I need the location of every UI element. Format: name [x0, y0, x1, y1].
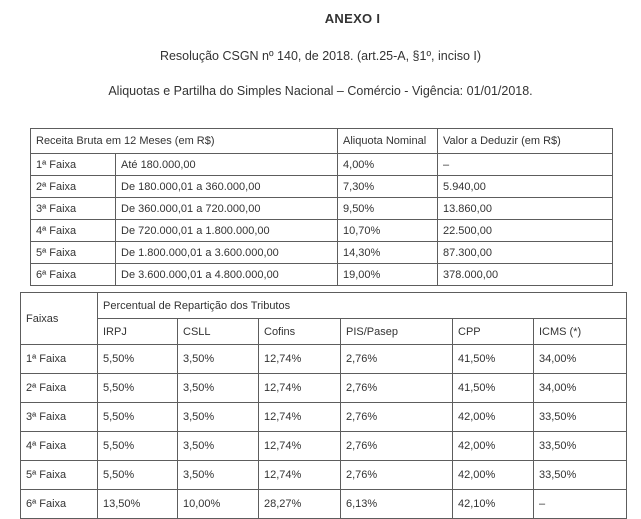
deduzir-value: 13.860,00 [438, 198, 613, 220]
col-header-cofins: Cofins [259, 319, 341, 345]
faixa-label: 6ª Faixa [21, 490, 98, 519]
cpp-value: 42,10% [453, 490, 534, 519]
icms-value: – [534, 490, 627, 519]
faixa-label: 4ª Faixa [21, 432, 98, 461]
irpj-value: 5,50% [98, 374, 178, 403]
cpp-value: 42,00% [453, 403, 534, 432]
faixa-label: 3ª Faixa [21, 403, 98, 432]
cofins-value: 12,74% [259, 374, 341, 403]
col-header-aliquota-nominal: Aliquota Nominal [338, 129, 438, 154]
table-row [31, 154, 613, 176]
cpp-value: 41,50% [453, 345, 534, 374]
receita-range: De 180.000,01 a 360.000,00 [116, 176, 338, 198]
tax-distribution-table [20, 292, 627, 519]
faixa-label: 2ª Faixa [21, 374, 98, 403]
icms-value: 34,00% [534, 374, 627, 403]
col-header-pis-pasep: PIS/Pasep [341, 319, 453, 345]
cpp-value: 42,00% [453, 461, 534, 490]
table-header-row [31, 129, 613, 154]
cpp-value: 41,50% [453, 374, 534, 403]
table-row [31, 176, 613, 198]
table-row [21, 403, 627, 432]
faixa-label: 1ª Faixa [21, 345, 98, 374]
table-row [31, 264, 613, 286]
aliquota-value: 19,00% [338, 264, 438, 286]
pis-pasep-value: 2,76% [341, 432, 453, 461]
deduzir-value: – [438, 154, 613, 176]
cofins-value: 28,27% [259, 490, 341, 519]
csll-value: 3,50% [178, 432, 259, 461]
col-header-icms: ICMS (*) [534, 319, 627, 345]
table-row [21, 461, 627, 490]
table-row [31, 220, 613, 242]
col-header-irpj: IRPJ [98, 319, 178, 345]
icms-value: 33,50% [534, 403, 627, 432]
faixa-label: 2ª Faixa [31, 176, 116, 198]
faixa-label: 5ª Faixa [31, 242, 116, 264]
table-row [31, 242, 613, 264]
table-row [21, 490, 627, 519]
pis-pasep-value: 6,13% [341, 490, 453, 519]
faixa-label: 3ª Faixa [31, 198, 116, 220]
faixa-label: 5ª Faixa [21, 461, 98, 490]
table-header-row [21, 293, 627, 319]
receita-range: De 720.000,01 a 1.800.000,00 [116, 220, 338, 242]
icms-value: 33,50% [534, 432, 627, 461]
table-row [21, 432, 627, 461]
col-header-valor-deduzir: Valor a Deduzir (em R$) [438, 129, 613, 154]
col-header-cpp: CPP [453, 319, 534, 345]
aliquota-value: 10,70% [338, 220, 438, 242]
deduzir-value: 378.000,00 [438, 264, 613, 286]
cofins-value: 12,74% [259, 461, 341, 490]
receita-range: De 3.600.000,01 a 4.800.000,00 [116, 264, 338, 286]
deduzir-value: 87.300,00 [438, 242, 613, 264]
irpj-value: 5,50% [98, 403, 178, 432]
deduzir-value: 5.940,00 [438, 176, 613, 198]
csll-value: 3,50% [178, 374, 259, 403]
aliquota-value: 7,30% [338, 176, 438, 198]
pis-pasep-value: 2,76% [341, 403, 453, 432]
group-header-percentual-reparticao: Percentual de Repartição dos Tributos [98, 293, 627, 319]
faixa-label: 6ª Faixa [31, 264, 116, 286]
receita-range: De 1.800.000,01 a 3.600.000,00 [116, 242, 338, 264]
csll-value: 3,50% [178, 461, 259, 490]
csll-value: 3,50% [178, 403, 259, 432]
icms-value: 33,50% [534, 461, 627, 490]
cpp-value: 42,00% [453, 432, 534, 461]
nominal-rates-table [30, 128, 613, 286]
irpj-value: 5,50% [98, 461, 178, 490]
icms-value: 34,00% [534, 345, 627, 374]
irpj-value: 5,50% [98, 345, 178, 374]
table-row [31, 198, 613, 220]
receita-range: Até 180.000,00 [116, 154, 338, 176]
table-caption: Aliquotas e Partilha do Simples Nacional – Comércio - Vigência: 01/01/2018. [108, 84, 533, 98]
aliquota-value: 9,50% [338, 198, 438, 220]
receita-range: De 360.000,01 a 720.000,00 [116, 198, 338, 220]
faixa-label: 4ª Faixa [31, 220, 116, 242]
aliquota-value: 14,30% [338, 242, 438, 264]
page-title: ANEXO I [324, 11, 381, 26]
pis-pasep-value: 2,76% [341, 461, 453, 490]
pis-pasep-value: 2,76% [341, 374, 453, 403]
csll-value: 3,50% [178, 345, 259, 374]
table-row [21, 374, 627, 403]
col-header-receita-bruta: Receita Bruta em 12 Meses (em R$) [31, 129, 338, 154]
irpj-value: 13,50% [98, 490, 178, 519]
col-header-csll: CSLL [178, 319, 259, 345]
aliquota-value: 4,00% [338, 154, 438, 176]
deduzir-value: 22.500,00 [438, 220, 613, 242]
irpj-value: 5,50% [98, 432, 178, 461]
faixa-label: 1ª Faixa [31, 154, 116, 176]
resolution-subtitle: Resolução CSGN nº 140, de 2018. (art.25-A, §1º, inciso I) [159, 49, 482, 63]
col-header-faixas: Faixas [21, 293, 98, 345]
table-subheader-row [21, 319, 627, 345]
cofins-value: 12,74% [259, 345, 341, 374]
table-row [21, 345, 627, 374]
cofins-value: 12,74% [259, 432, 341, 461]
pis-pasep-value: 2,76% [341, 345, 453, 374]
csll-value: 10,00% [178, 490, 259, 519]
cofins-value: 12,74% [259, 403, 341, 432]
